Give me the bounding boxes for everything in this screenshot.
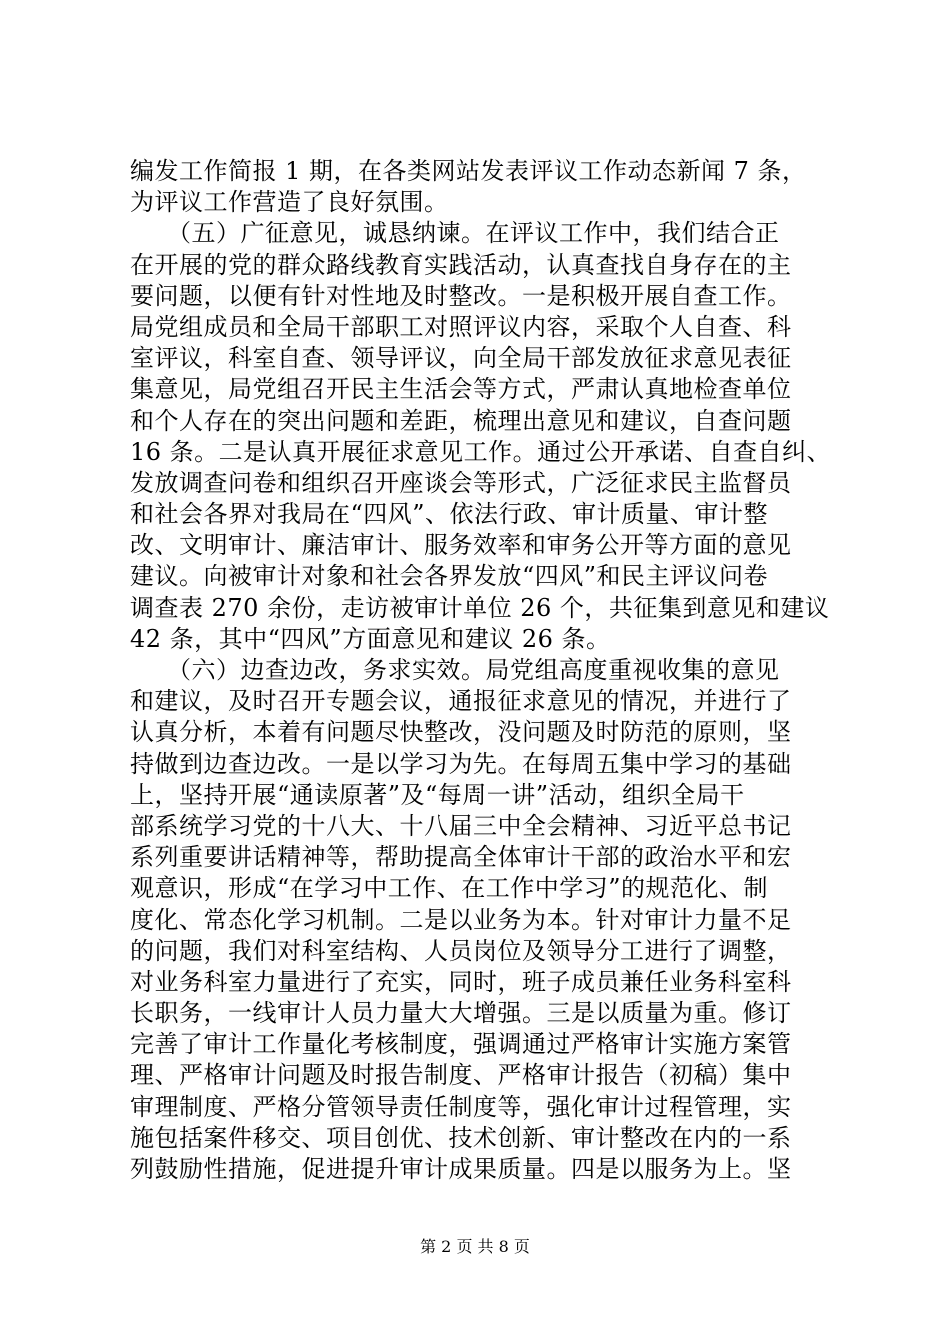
text-line: 发放调查问卷和组织召开座谈会等形式，广泛征求民主监督员: [130, 468, 792, 497]
text-line: 长职务，一线审计人员力量大大增强。三是以质量为重。修订: [130, 999, 792, 1028]
text-line: 系列重要讲话精神等，帮助提高全体审计干部的政治水平和宏: [130, 843, 792, 872]
text-line: 调查表 270 余份，走访被审计单位 26 个，共征集到意见和建议: [130, 593, 830, 622]
text-line: 局党组成员和全局干部职工对照评议内容，采取个人自查、科: [130, 312, 792, 341]
text-line: 列鼓励性措施，促进提升审计成果质量。四是以服务为上。坚: [130, 1155, 792, 1183]
text-line: 理、严格审计问题及时报告制度、严格审计报告（初稿）集中: [130, 1061, 792, 1090]
text-line: 和社会各界对我局在“四风”、依法行政、审计质量、审计整: [130, 500, 769, 529]
text-line: 完善了审计工作量化考核制度，强调通过严格审计实施方案管: [130, 1030, 792, 1059]
text-line: 持做到边查边改。一是以学习为先。在每周五集中学习的基础: [130, 749, 792, 778]
text-line: 上，坚持开展“通读原著”及“每周一讲”活动，组织全局干: [130, 780, 745, 809]
text-line: （六）边查边改，务求实效。局党组高度重视收集的意见: [130, 656, 780, 684]
text-line: 对业务科室力量进行了充实，同时，班子成员兼任业务科室科: [130, 967, 792, 996]
text-line: 42 条，其中“四风”方面意见和建议 26 条。: [130, 624, 611, 653]
text-line: 要问题，以便有针对性地及时整改。一是积极开展自查工作。: [130, 281, 792, 310]
text-line: 的问题，我们对科室结构、人员岗位及领导分工进行了调整，: [130, 936, 792, 965]
text-line: 建议。向被审计对象和社会各界发放“四风”和民主评议问卷: [130, 562, 769, 591]
text-line: 认真分析，本着有问题尽快整改，没问题及时防范的原则，坚: [130, 718, 792, 747]
text-line: 施包括案件移交、项目创优、技术创新、审计整改在内的一系: [130, 1123, 792, 1152]
body-text: [130, 156, 830, 1185]
text-line: 度化、常态化学习机制。二是以业务为本。针对审计力量不足: [130, 905, 792, 934]
text-line: 和个人存在的突出问题和差距，梳理出意见和建议，自查问题: [130, 406, 792, 435]
text-line: 集意见，局党组召开民主生活会等方式，严肃认真地检查单位: [130, 375, 792, 404]
text-line: 在开展的党的群众路线教育实践活动，认真查找自身存在的主: [130, 250, 792, 279]
text-line: 为评议工作营造了良好氛围。: [130, 188, 449, 217]
text-line: 部系统学习党的十八大、十八届三中全会精神、习近平总书记: [130, 811, 792, 840]
text-line: 观意识，形成“在学习中工作、在工作中学习”的规范化、制: [130, 874, 769, 903]
page-number-footer: 第 2 页 共 8 页: [420, 1237, 530, 1256]
text-line: 改、文明审计、廉洁审计、服务效率和审务公开等方面的意见: [130, 531, 792, 560]
text-line: 编发工作简报 1 期，在各类网站发表评议工作动态新闻 7 条，: [130, 157, 807, 185]
text-line: 审理制度、严格分管领导责任制度等，强化审计过程管理，实: [130, 1092, 792, 1121]
text-line: 和建议，及时召开专题会议，通报征求意见的情况，并进行了: [130, 687, 792, 716]
text-line: （五）广征意见，诚恳纳谏。在评议工作中，我们结合正: [130, 219, 780, 248]
text-line: 室评议，科室自查、领导评议，向全局干部发放征求意见表征: [130, 344, 792, 373]
text-line: 16 条。二是认真开展征求意见工作。通过公开承诺、自查自纠、: [130, 437, 832, 466]
